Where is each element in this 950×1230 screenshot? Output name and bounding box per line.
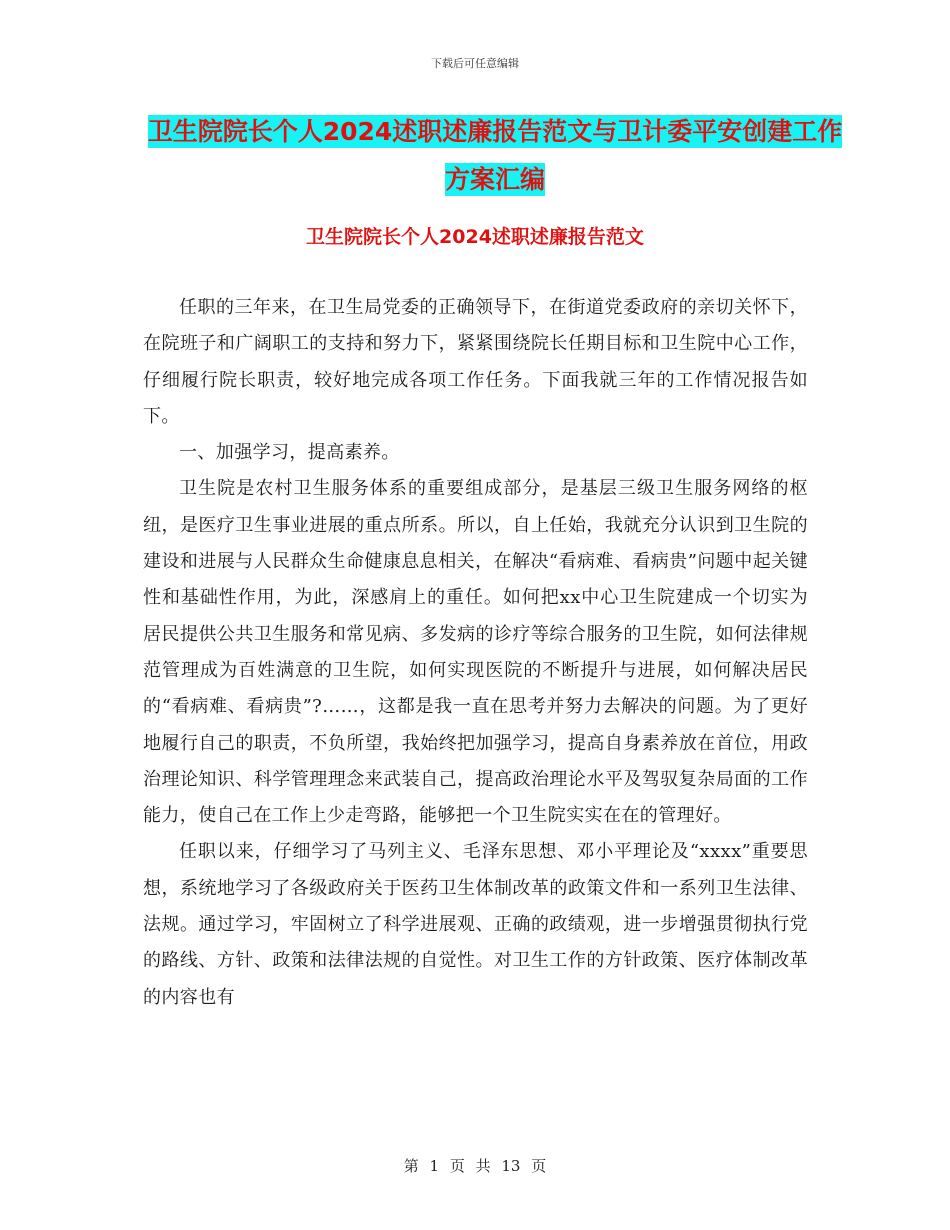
- document-main-title: [140, 108, 850, 204]
- paragraph-heading: 一、加强学习，提高素养。: [179, 442, 400, 464]
- header-note: 下载后可任意编辑: [431, 57, 519, 70]
- paragraph: 卫生院是农村卫生服务体系的重要组成部分，是基层三级卫生服务网络的枢纽，是医疗卫生事业进展的重点所系。所以，自上任始，我就充分认识到卫生院的建设和进展与人民群众生命健康息息相关，在解决“看病难、看病贵”问题中起关键性和基础性作用，为此，深感肩上的重任。如何把xx中心卫生院建成一个切实为居民提供公共卫生服务和常见病、多发病的诊疗等综合服务的卫生院，如何法律规范管理成为百姓满意的卫生院，如何实现医院的不断提升与进展，如何解决居民的“看病难、看病贵”?……，这都是我一直在思考并努力去解决的问题。为了更好地履行自己的职责，不负所望，我始终把加强学习，提高自身素养放在首位，用政治理论知识、科学管理理念来武装自己，提高政治理论水平及驾驭复杂局面的工作能力，使自己在工作上少走弯路，能够把一个卫生院实实在在的管理好。: [143, 478, 808, 827]
- page-footer: 第 1 页 共 13 页: [403, 1157, 547, 1175]
- paragraph: 任职以来，仔细学习了马列主义、毛泽东思想、邓小平理论及“xxxx”重要思想，系统地学习了各级政府关于医药卫生体制改革的政策文件和一系列卫生法律、法规。通过学习，牢固树立了科学进展观、正确的政绩观，进一步增强贯彻执行党的路线、方针、政策和法律法规的自觉性。对卫生工作的方针政策、医疗体制改革的内容也有: [143, 841, 808, 1008]
- main-title-text: 卫生院院长个人2024述职述廉报告范文与卫计委平安创建工作方案汇编: [147, 117, 843, 194]
- section-title: 卫生院院长个人2024述职述廉报告范文: [306, 226, 644, 248]
- document-body: [143, 290, 808, 1016]
- paragraph: 任职的三年来，在卫生局党委的正确领导下，在街道党委政府的亲切关怀下，在院班子和广阔职工的支持和努力下，紧紧围绕院长任期目标和卫生院中心工作，仔细履行院长职责，较好地完成各项工作任务。下面我就三年的工作情况报告如下。: [143, 297, 808, 427]
